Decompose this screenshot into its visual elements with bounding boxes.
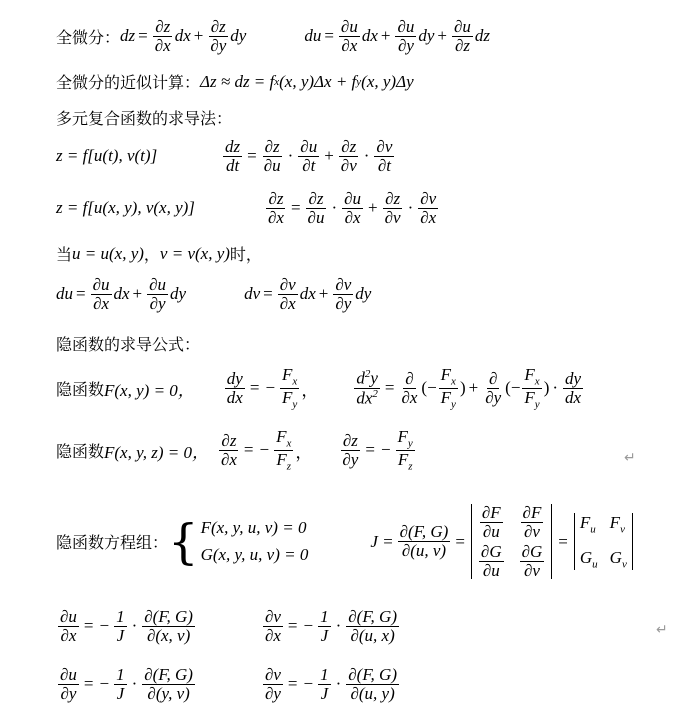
implicit-rule-1: 隐函数 F(x, y) = 0， $\frac{dy}{dx}$ = − $\frac{F_x}{F_y}$ ， $\frac{d^2y}{dx^2}$ = $\frac{\partial}{\partial x}$ (− $\frac{F_x}{F_y}$ ) + $\frac{\partial}{\partial y}$ (− $\frac{F_x}{F_y}$ ) · $\frac{dy}{dx}$ xyxy=(56,365,582,411)
total-differential-label: 全微分： xyxy=(56,27,121,47)
system-label: 隐函数方程组： xyxy=(56,533,169,553)
approximation-end: (x, y)Δy xyxy=(361,71,414,91)
dv-dy-result: $\frac{\partial v}{\partial y}$ = − $\frac{1}{J}$ · $\frac{\partial(F, G)}{\partial(u, y)}$ xyxy=(264,665,397,703)
return-mark-2: ↵ xyxy=(656,622,668,638)
jacobian-lhs: J = xyxy=(370,531,394,551)
when-dv-formula: dv = $\frac{\partial v}{\partial x}$ dx + $\frac{\partial v}{\partial y}$ dy xyxy=(244,275,372,313)
composite-2-a: $\frac{\partial z}{\partial u}$ xyxy=(307,189,325,227)
when-v: v = v(x, y) xyxy=(159,243,230,263)
du-frac-x: $\frac{\partial u}{\partial x}$ xyxy=(340,17,358,55)
composite-1-d: $\frac{\partial v}{\partial t}$ xyxy=(376,137,393,175)
du-dx-result: $\frac{\partial u}{\partial x}$ = − $\frac{1}{J}$ · $\frac{\partial(F, G)}{\partial(x, v)}$ xyxy=(60,607,193,645)
left-brace: { xyxy=(168,513,199,570)
composite-heading xyxy=(56,106,232,129)
implicit-label: 隐函数的求导公式： xyxy=(56,335,201,354)
dz-dy: dy xyxy=(230,26,247,46)
jacobian-partials-det: $\frac{\partial F}{\partial u}$ $\frac{\partial F}{\partial v}$ $\frac{\partial G}{\partial u}$ $\frac{\partial G}{\partial v}$ xyxy=(471,504,552,579)
composite-2-lhs: z = f[u(x, y), v(x, y)] xyxy=(56,198,195,218)
when-differentials-line xyxy=(56,276,415,313)
approximation-mid: (x, y)Δx + f xyxy=(279,71,357,91)
du-frac-z: $\frac{\partial u}{\partial z}$ xyxy=(454,17,471,55)
dz-frac-y: $\frac{\partial z}{\partial y}$ xyxy=(210,17,227,55)
equation-system: { F(x, y, u, v) = 0 G(x, y, u, v) = 0 xyxy=(168,513,309,570)
jacobian-short-det: $F_u$ $F_v$ $G_u$ $G_v$ xyxy=(574,513,633,570)
composite-1-a: $\frac{\partial z}{\partial u}$ xyxy=(263,137,281,175)
when-du-formula: du = $\frac{\partial u}{\partial x}$ dx + $\frac{\partial u}{\partial y}$ dy xyxy=(56,275,187,313)
composite-1-c: $\frac{\partial z}{\partial v}$ xyxy=(340,137,357,175)
dz-frac-x: $\frac{\partial z}{\partial x}$ xyxy=(154,17,171,55)
du-dx: dx xyxy=(361,26,378,46)
implicit-2-label: 隐函数 xyxy=(56,441,105,461)
implicit-system-line: 隐函数方程组： { F(x, y, u, v) = 0 G(x, y, u, v) = 0 J = $\frac{\partial(F, G)}{\partial(u, v)}$ = $\frac{\partial F}{\partial u}$ $\frac{\partial F}{\partial v}$ $\frac{\partial G}{\partial u}$ $\frac{\partial G}{\partial v}$ = $F_u$ $F_v$ $G_u$ $G_v$ xyxy=(56,504,636,579)
du-dy-result: $\frac{\partial u}{\partial y}$ = − $\frac{1}{J}$ · $\frac{\partial(F, G)}{\partial(y, v)}$ xyxy=(60,665,193,703)
composite-2-lhs-frac: $\frac{\partial z}{\partial x}$ xyxy=(268,189,284,227)
implicit-rule-2: 隐函数 F(x, y, z) = 0， $\frac{\partial z}{\partial x}$ = − $\frac{F_x}{F_z}$ ， $\frac{\partial z}{\partial y}$ = − $\frac{F_y}{F_z}$ xyxy=(56,427,413,473)
du-dz: dz xyxy=(474,26,491,46)
composite-2-d: $\frac{\partial v}{\partial x}$ xyxy=(420,189,437,227)
return-mark-1: ↵ xyxy=(624,450,636,466)
fy-subscript: y xyxy=(356,75,362,88)
implicit-1-label: 隐函数 xyxy=(56,379,105,399)
when-condition-line xyxy=(56,242,262,265)
du-formula: du = $\frac{\partial u}{\partial x}$ dx + $\frac{\partial u}{\partial y}$ dy + $\frac{\partial u}{\partial z}$ dz xyxy=(304,17,491,55)
when-separator: ， xyxy=(143,245,160,264)
system-results-x xyxy=(56,608,445,645)
du-dy: dy xyxy=(418,26,435,46)
composite-2-b: $\frac{\partial u}{\partial x}$ xyxy=(344,189,362,227)
total-differential-line xyxy=(56,18,534,55)
when-text-end: 时， xyxy=(229,245,262,264)
dz-lhs: dz xyxy=(120,26,136,46)
implicit-2-eq: F(x, y, z) = 0， xyxy=(104,442,209,462)
du-lhs: du xyxy=(304,26,322,46)
when-u: u = u(x, y) xyxy=(72,243,144,263)
approximation-label: 全微分的近似计算： xyxy=(56,73,201,92)
system-results-y xyxy=(56,666,445,703)
composite-1-lhs-frac: $\frac{dz}{dt}$ xyxy=(225,137,241,175)
implicit-heading xyxy=(56,332,200,355)
dz-formula: dz = $\frac{\partial z}{\partial x}$ dx + $\frac{\partial z}{\partial y}$ dy xyxy=(120,17,247,55)
composite-rule-1: z = f[u(t), v(t)] $\frac{dz}{dt}$ = $\frac{\partial z}{\partial u}$ · $\frac{\partial u}{\partial t}$ + $\frac{\partial z}{\partial v}$ · $\frac{\partial v}{\partial t}$ xyxy=(56,137,393,175)
approximation-line xyxy=(56,70,414,93)
approximation-formula: Δz ≈ dz = f xyxy=(200,71,275,91)
dv-dx-result: $\frac{\partial v}{\partial x}$ = − $\frac{1}{J}$ · $\frac{\partial(F, G)}{\partial(u, x)}$ xyxy=(264,607,397,645)
composite-label: 多元复合函数的求导法： xyxy=(56,109,233,128)
du-frac-y: $\frac{\partial u}{\partial y}$ xyxy=(397,17,415,55)
when-text: 当 xyxy=(56,245,73,264)
dz-dx: dx xyxy=(174,26,191,46)
composite-1-lhs: z = f[u(t), v(t)] xyxy=(56,146,158,166)
composite-1-b: $\frac{\partial u}{\partial t}$ xyxy=(300,137,318,175)
fx-subscript: x xyxy=(274,75,280,88)
composite-2-c: $\frac{\partial z}{\partial v}$ xyxy=(384,189,401,227)
composite-rule-2: z = f[u(x, y), v(x, y)] $\frac{\partial z}{\partial x}$ = $\frac{\partial z}{\partial u}$ · $\frac{\partial u}{\partial x}$ + $\frac{\partial z}{\partial v}$ · $\frac{\partial v}{\partial x}$ xyxy=(56,189,437,227)
implicit-1-eq: F(x, y) = 0， xyxy=(104,380,195,400)
